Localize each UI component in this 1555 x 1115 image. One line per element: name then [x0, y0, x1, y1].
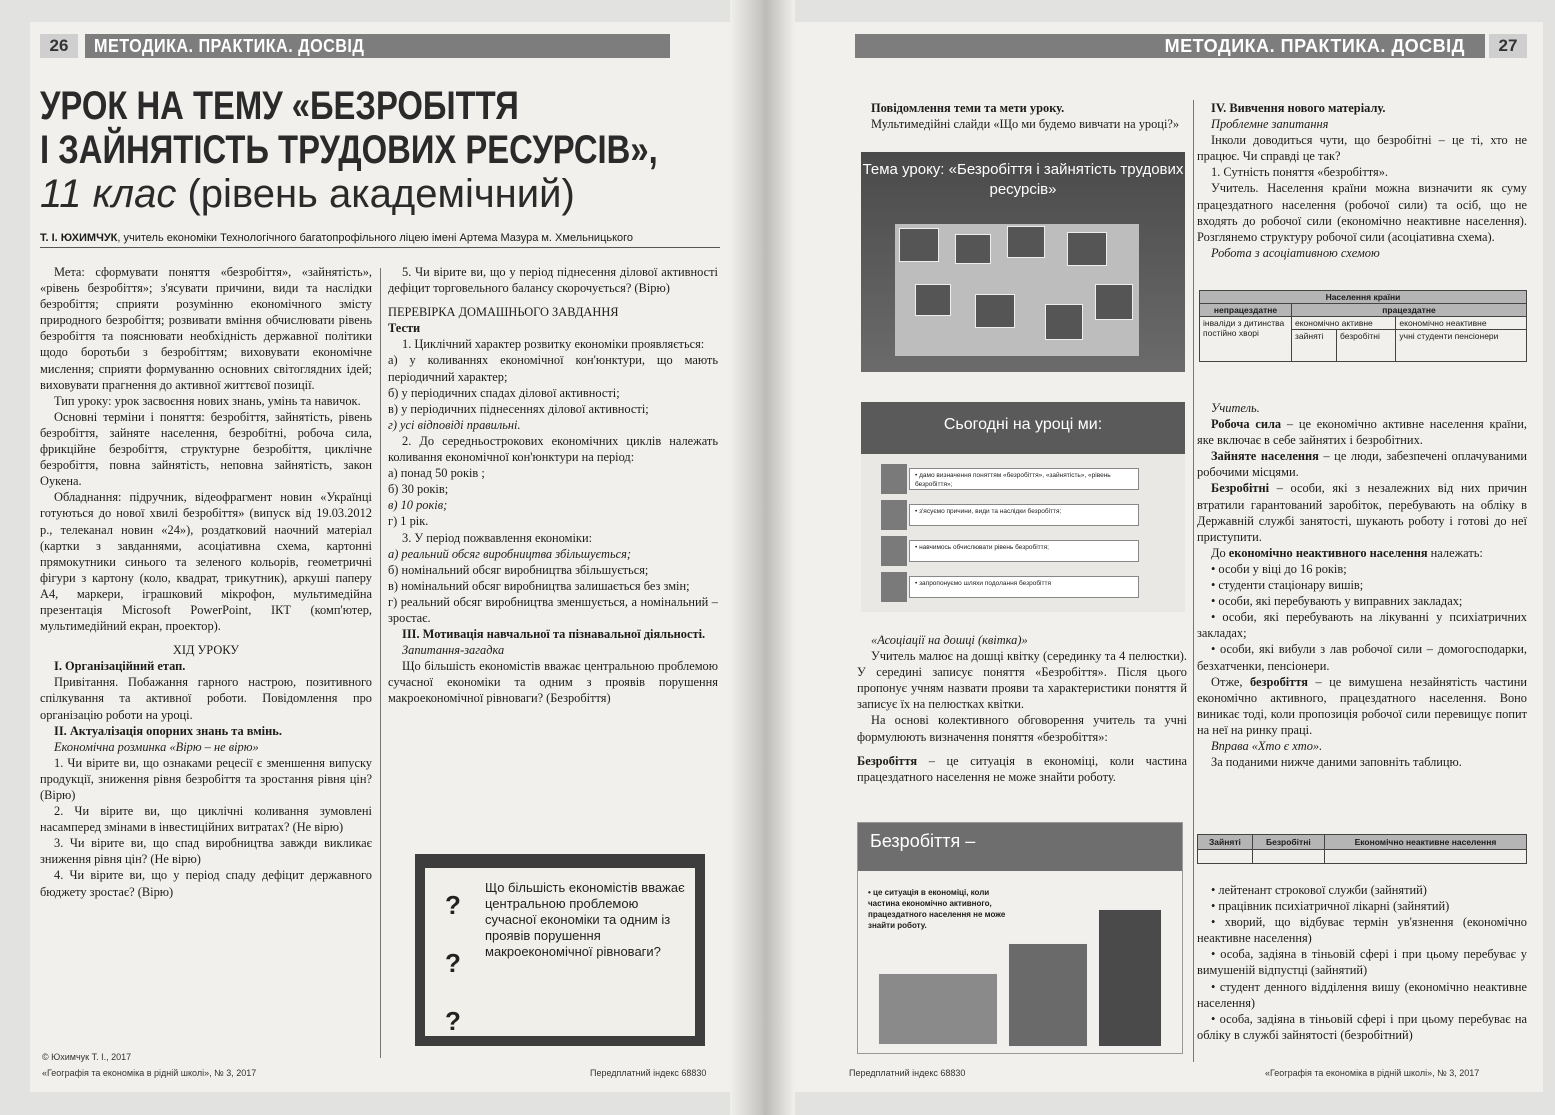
question-mark-icon: ? — [445, 1006, 461, 1036]
article-title — [40, 84, 730, 216]
test-2: 2. До середньострокових економічних циклів належать коливання економічної кон'юнктури на період: — [388, 433, 718, 465]
invalids-cell: інваліди з дитинства постійно хворі — [1200, 317, 1292, 362]
title-line-2: І ЗАЙНЯТІСТЬ ТРУДОВИХ РЕСУРСІВ», — [40, 128, 658, 172]
left-column-1 — [40, 264, 372, 900]
lesson-type: Тип уроку: урок засвоєння нових знань, умінь та навичок. — [54, 393, 361, 408]
problem-text: Інколи доводиться чути, що безробітні – це ті, хто не працює. Чи справді це так? — [1197, 133, 1527, 164]
test-1-d: г) усі відповіді правильні. — [388, 417, 521, 432]
test-1-b: б) у періодичних спадах ділової активності; — [388, 385, 620, 400]
riddle-slide — [415, 854, 705, 1046]
left-column-2 — [388, 264, 718, 707]
test-2-c: в) 10 років; — [388, 498, 448, 513]
today-item-4: • запропонуємо шляхи подолання безробіття — [909, 576, 1139, 598]
topic-slide-title: Тема уроку: «Безробіття і зайнятість трудових ресурсів» — [862, 161, 1184, 198]
teacher-text: Учитель. Населення країни можна визначити як суму працездатного населення (робочої сили) та осіб, що не входять до робочої сили (економічно неактивне населення). Розглянемо структуру робочої сили (асоціативна схема). — [1197, 181, 1527, 244]
chevron-icon — [881, 536, 907, 566]
byline — [40, 232, 720, 248]
equipment: Обладнання: підручник, відеофрагмент новин «Українці готуються до нової хвилі безробіття» (випуск від 19.03.2012 р., телеканал новин «24»), роздатковий наочний матеріал (картки з завданнями, асоціативна схема, картонні прямокутники синього та зеленого кольорів, геометричні фігури з картону (коло, квадрат, трикутник), аркуші паперу А4, маркери, іграшковий мікрофон, мультимедійна презентація Microsoft PowerPoint, ІКТ (комп'ютер, мультимедійний екран, проектор). — [40, 490, 372, 634]
journal-footer-left: «Географія та економіка в рідній школі», № 3, 2017 — [42, 1068, 257, 1078]
question-3: 3. Чи вірите ви, що спад виробництва завжди викликає зниження рівня цін? (Не вірю) — [40, 836, 372, 867]
exercise-item-1: • лейтенант строкової служби (зайнятий) — [1211, 883, 1427, 897]
today-slide-title: Сьогодні на уроці ми: — [943, 416, 1103, 433]
inactive-term: економічно неактивного населення — [1228, 545, 1428, 560]
warmup-heading: Економічна розминка «Вірю – не вірю» — [54, 739, 259, 754]
right-column-1b — [857, 632, 1187, 785]
exercise-item-2: • працівник психіатричної лікарні (зайнятий) — [1211, 899, 1450, 914]
subscription-index-left: Передплатний індекс 68830 — [590, 1068, 707, 1078]
left-page — [30, 22, 730, 1092]
test-3-a: а) реальний обсяг виробництва збільшується; — [388, 546, 631, 561]
problem-heading: Проблемне запитання — [1211, 117, 1329, 132]
assoc-text-1: Учитель малює на дошці квітку (серединку та 4 пелюстки). У середині записує поняття «Безробіття». Після цього пропонує учням назвати прояви та характеристики поняття й записує їх на пелюстках квітки. — [857, 649, 1187, 712]
unemployment-slide-title: Безробіття – — [870, 831, 976, 851]
photo — [975, 294, 1015, 328]
exercise-item-6: • особа, задіяна в тіньовій сфері і при цьому перебуває на обліку в службі зайнятості (безробітний) — [1197, 1011, 1527, 1042]
column-divider — [380, 268, 381, 1058]
meeting-photo — [878, 973, 998, 1045]
definition — [857, 753, 1187, 785]
today-item-3: • навчимось обчислювати рівень безробіття; — [909, 540, 1139, 562]
employed-cell: зайняті — [1292, 330, 1337, 362]
fill-header-unemployed: Безробітні — [1252, 835, 1324, 850]
assoc-heading: «Асоціації на дошці (квітка)» — [871, 633, 1028, 647]
chevron-icon — [881, 572, 907, 602]
newspaper-photo — [1008, 943, 1088, 1047]
stage-3-heading: ІІІ. Мотивація навчальної та пізнавальної діяльності. — [402, 627, 706, 642]
question-mark-icon: ? — [445, 890, 461, 920]
definition-term: Безробіття — [857, 753, 918, 768]
who-is-who-table — [1197, 834, 1527, 864]
inactive-item-1: • особи у віці до 16 років; — [1211, 561, 1347, 576]
working-header: працездатне — [1292, 304, 1527, 317]
fill-header-inactive: Економічно неактивне населення — [1324, 835, 1526, 850]
unemployed-term: Безробітні — [1211, 481, 1270, 496]
homework-heading: ПЕРЕВІРКА ДОМАШНЬОГО ЗАВДАННЯ — [388, 305, 619, 320]
conclusion-term: безробіття — [1250, 674, 1308, 689]
running-head-left: МЕТОДИКА. ПРАКТИКА. ДОСВІД — [85, 34, 670, 58]
photo — [1095, 284, 1133, 320]
chevron-icon — [881, 464, 907, 494]
stage-1-text: Привітання. Побажання гарного настрою, позитивного спілкування та активної роботи. Повідомлення про організацію роботи на уроці. — [40, 675, 372, 722]
today-item-2: • з'ясуємо причини, види та наслідки безробіття; — [909, 504, 1139, 526]
riddle-slide-panel — [425, 868, 695, 1036]
employed-text: – це люди, забезпечені оплачуваними робочими місцями. — [1197, 449, 1527, 480]
book-spine — [730, 0, 795, 1115]
author-name: Т. І. ЮХИМЧУК — [40, 232, 118, 244]
test-3-d: г) реальний обсяг виробництва зменшується, а номінальний – зростає. — [388, 594, 718, 625]
photo — [955, 234, 991, 264]
inactive-intro — [1197, 545, 1527, 561]
exercise-item-4: • особа, задіяна в тіньовій сфері і при цьому перебуває у вимушеній відпустці (зайнятий) — [1197, 947, 1527, 978]
exercise-item-3: • хворий, що відбуває термін ув'язнення (економічно неактивне населення) — [1197, 915, 1527, 946]
page-number-left: 26 — [40, 34, 78, 58]
title-line-1: УРОК НА ТЕМУ «БЕЗРОБІТТЯ — [40, 84, 519, 128]
photo — [1067, 232, 1107, 266]
conclusion-text: – це вимушена незайнятість частини економічно активного, працездатного населення. Воно виникає тоді, коли пропозиція робочої сили перевищує попит на неї на ринку праці. — [1197, 674, 1527, 737]
lesson-progress-heading: ХІД УРОКУ — [172, 643, 240, 658]
test-3-c: в) номінальний обсяг виробництва залишається без змін; — [388, 578, 690, 593]
question-5: 5. Чи вірите ви, що у період піднесення ділової активності дефіцит торговельного балансу скорочується? (Вірю) — [388, 265, 718, 296]
topic-announce-heading: Повідомлення теми та мети уроку. — [871, 101, 1065, 115]
running-head-right: МЕТОДИКА. ПРАКТИКА. ДОСВІД — [855, 34, 1485, 58]
right-page — [795, 22, 1543, 1092]
inactive-item-5: • особи, які вибули з лав робочої сили – домогосподарки, безхатченки, пенсіонери. — [1197, 642, 1527, 673]
photo — [915, 284, 951, 316]
right-column-2b — [1197, 400, 1527, 770]
conclusion — [1197, 674, 1527, 738]
riddle-text: Що більшість економістів вважає центральною проблемою сучасної економіки та одним з проявів порушення макроекономічної рівноваги? (Безробіття) — [388, 659, 718, 706]
test-2-a: а) понад 50 років ; — [388, 466, 485, 481]
key-terms: Основні терміни і поняття: безробіття, зайнятість, рівень безробіття, зайняте населення, безробітні, робоча сила, фрикційне безробіття, структурне безробіття, циклічне безробіття, повна зайнятість, неповна зайнятість, закон Оукена. — [40, 409, 372, 489]
today-slide — [861, 402, 1185, 612]
population-header: Населення країни — [1200, 291, 1527, 304]
stage-2-heading: ІІ. Актуалізація опорних знань та вмінь. — [54, 723, 282, 738]
question-2: 2. Чи вірите ви, що циклічні коливання зумовлені насамперед змінами в інвестиційних витратах? (Не вірю) — [40, 804, 372, 835]
tests-heading: Тести — [388, 321, 421, 336]
photo — [1045, 304, 1083, 340]
workforce-text: – це економічно активне населення країни, яке включає в себе зайнятих і безробітних. — [1197, 417, 1527, 448]
today-item-1: • дамо визначення поняттям «безробіття», «зайнятість», «рівень безробіття»; — [909, 468, 1139, 490]
unemployed-def — [1197, 480, 1527, 544]
page-number-right: 27 — [1489, 34, 1527, 58]
workforce-def — [1197, 416, 1527, 448]
riddle-heading: Запитання-загадка — [402, 643, 505, 658]
inactive-suffix: належать: — [1427, 545, 1483, 560]
question-4: 4. Чи вірите ви, що у період спаду дефіцит державного бюджету зростає? (Вірю) — [40, 868, 372, 899]
right-column-2 — [1197, 100, 1527, 261]
test-1-c: в) у періодичних піднесеннях ділової активності; — [388, 401, 649, 416]
journal-footer-right: «Географія та економіка в рідній школі», № 3, 2017 — [1265, 1068, 1480, 1078]
inactive-item-4: • особи, які перебувають на лікуванні у психіатричних закладах; — [1197, 610, 1527, 641]
stage-1-heading: І. Організаційний етап. — [54, 659, 186, 674]
fill-cell[interactable] — [1198, 850, 1253, 864]
active-cell: економічно активне — [1292, 317, 1396, 330]
workforce-term: Робоча сила — [1211, 417, 1282, 432]
assoc-text-2: На основі колективного обговорення учитель та учні формулюють визначення поняття «безробіття»: — [857, 713, 1187, 744]
title-grade: 11 клас — [40, 172, 177, 216]
nonworking-header: непрацездатне — [1200, 304, 1292, 317]
ukraine-map-image — [895, 224, 1139, 356]
definition-text: – це ситуація в економіці, коли частина працездатного населення не може знайти роботу. — [857, 753, 1187, 784]
unemployed-cell: безробітні — [1336, 330, 1395, 362]
topic-announce-text: Мультимедійні слайди «Що ми будемо вивчати на уроці?» — [871, 117, 1180, 132]
unemployment-slide — [857, 822, 1183, 1054]
copyright: © Юхимчук Т. І., 2017 — [42, 1052, 132, 1062]
riddle-slide-text: Що більшість економістів вважає центральною проблемою сучасної економіки та одним із проявів порушення макроекономічної рівноваги? — [485, 880, 685, 959]
chevron-icon — [881, 500, 907, 530]
test-3: 3. У період пожвавлення економіки: — [402, 530, 593, 545]
photo — [899, 228, 939, 262]
author-description: , учитель економіки Технологічного багатопрофільного ліцею імені Артема Мазура м. Хмельницького — [117, 232, 634, 244]
test-2-b: б) 30 років; — [388, 482, 449, 497]
exercise-heading: Вправа «Хто є хто». — [1211, 738, 1323, 753]
question-mark-icon: ? — [445, 948, 461, 978]
employed-term: Зайняте населення — [1211, 449, 1319, 464]
inactive-cell: економічно неактивне — [1396, 317, 1527, 330]
conclusion-prefix: Отже, — [1211, 674, 1250, 689]
test-1: 1. Циклічний характер розвитку економіки проявляється: — [402, 337, 705, 352]
right-column-2c — [1197, 882, 1527, 1043]
employed-def — [1197, 448, 1527, 480]
pupils-cell: учні студенти пенсіонери — [1396, 330, 1527, 362]
test-2-d: г) 1 рік. — [388, 514, 429, 529]
book-photo — [1098, 909, 1162, 1047]
subscription-index-right: Передплатний індекс 68830 — [849, 1068, 966, 1078]
unemployment-slide-definition: • це ситуація в економіці, коли частина економічно активного, працездатного населення не може знайти роботу. — [868, 888, 1006, 930]
test-1-a: а) у коливаннях економічної кон'юнктури, що мають періодичний характер; — [388, 353, 718, 384]
essence-heading: 1. Сутність поняття «безробіття». — [1211, 165, 1388, 180]
test-3-b: б) номінальний обсяг виробництва збільшується; — [388, 562, 649, 577]
inactive-item-3: • особи, які перебувають у виправних закладах; — [1211, 594, 1463, 609]
question-1: 1. Чи вірите ви, що ознаками рецесії є зменшення випуску продукції, зниження рівня безробіття та зростання рівня цін? (Вірю) — [40, 755, 372, 802]
inactive-item-2: • студенти стаціонару вишів; — [1211, 578, 1364, 593]
teacher-label: Учитель. — [1211, 401, 1260, 415]
population-structure-table — [1199, 290, 1527, 362]
fill-cell[interactable] — [1324, 850, 1526, 864]
title-line-3 — [40, 172, 730, 216]
assoc-work-heading: Робота з асоціативною схемою — [1211, 245, 1380, 260]
topic-slide — [861, 152, 1185, 372]
goal-paragraph: Мета: сформувати поняття «безробіття», «зайнятість», «рівень безробіття»; з'ясувати причини, види та наслідки безробіття; сприяти розумінню економічного змісту природного безробіття; розвивати вміння обчислювати рівень безробіття та пояснювати необхідність державної політики щодо боротьби з безробіттям; виховувати економічне мислення; сприяти формуванню основних світоглядних ідей; виховувати прагнення до активної життєвої позиції. — [40, 265, 372, 392]
title-level: (рівень академічний) — [176, 172, 575, 216]
right-column-1 — [857, 100, 1187, 132]
fill-cell[interactable] — [1252, 850, 1324, 864]
inactive-prefix: До — [1211, 545, 1229, 560]
fill-header-employed: Зайняті — [1198, 835, 1253, 850]
exercise-text: За поданими нижче даними заповніть таблицю. — [1211, 755, 1462, 770]
exercise-item-5: • студент денного відділення вишу (економічно неактивне населення) — [1197, 979, 1527, 1010]
column-divider — [1193, 100, 1194, 1062]
new-material-heading: IV. Вивчення нового матеріалу. — [1211, 101, 1386, 115]
photo — [1007, 226, 1045, 258]
unemployed-text: – особи, які з незалежних від них причин втратили гарантований заробіток, перебувають на обліку в Державній службі занятості, шукають роботу і готові до неї приступити. — [1197, 481, 1527, 544]
